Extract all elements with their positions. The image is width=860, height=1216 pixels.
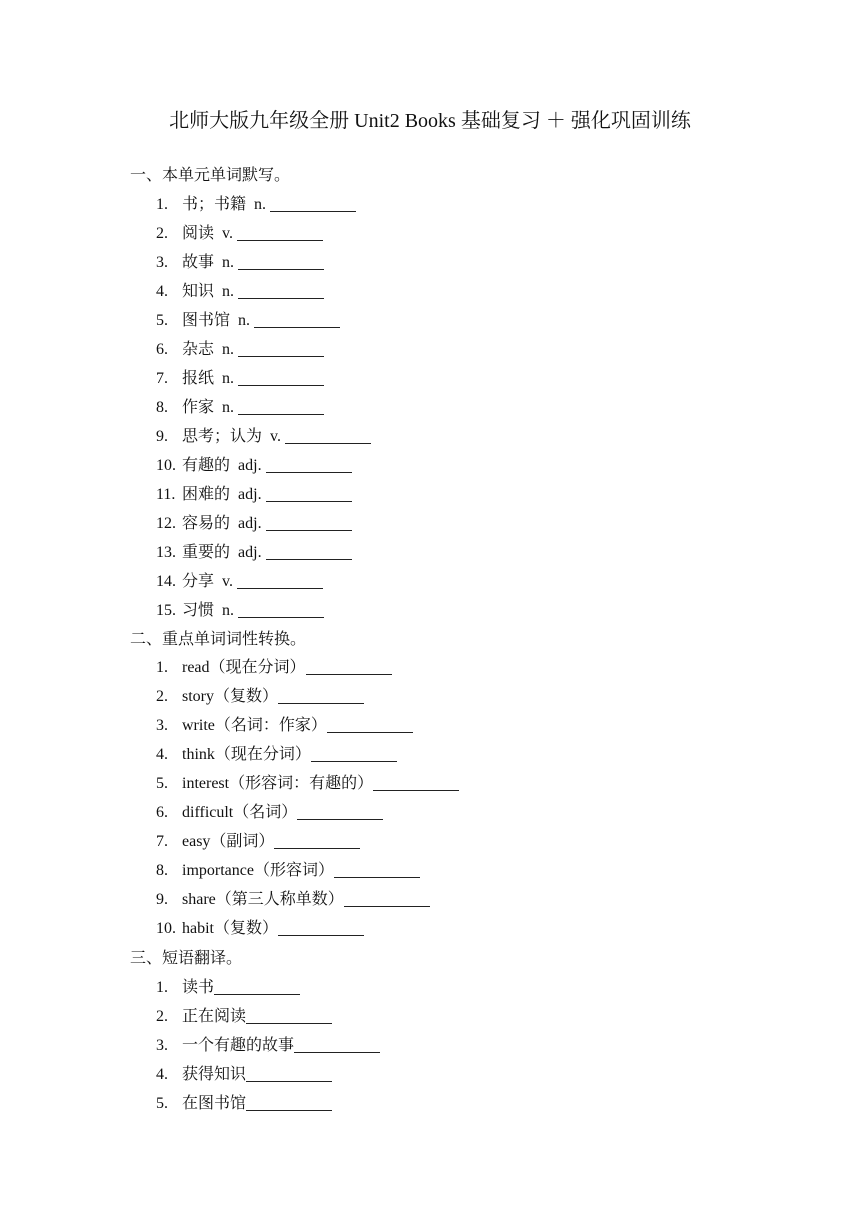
section-heading-vocabulary: 一、本单元单词默写。 [130, 165, 291, 184]
question-prompt: 图书馆 [182, 310, 231, 329]
question-item [130, 421, 750, 450]
question-number: 13. [156, 544, 176, 561]
question-number: 4. [156, 283, 168, 300]
question-item [130, 972, 750, 1001]
answer-blank[interactable] [274, 847, 360, 849]
answer-blank[interactable] [254, 326, 340, 328]
question-item [130, 479, 750, 508]
worksheet-body [130, 160, 750, 1117]
question-prompt: 思考；认为 [182, 426, 263, 445]
question-prompt: 困难的 [182, 484, 231, 503]
question-item [130, 276, 750, 305]
answer-blank[interactable] [237, 587, 323, 589]
question-number: 5. [156, 1095, 168, 1112]
question-number: 4. [156, 746, 168, 763]
answer-blank[interactable] [311, 760, 397, 762]
question-prompt: think（现在分词） [182, 746, 311, 763]
question-item [130, 711, 750, 740]
question-item [130, 1088, 750, 1117]
question-item [130, 334, 750, 363]
answer-blank[interactable] [306, 673, 392, 675]
question-number: 4. [156, 1066, 168, 1083]
question-number: 8. [156, 399, 168, 416]
question-prompt: 阅读 [182, 223, 215, 242]
answer-blank[interactable] [238, 297, 324, 299]
question-number: 7. [156, 833, 168, 850]
part-of-speech: v. [270, 428, 281, 445]
question-prompt: share（第三人称单数） [182, 891, 344, 908]
question-number: 6. [156, 804, 168, 821]
question-number: 10. [156, 457, 176, 474]
question-prompt: 杂志 [182, 339, 215, 358]
part-of-speech: n. [222, 399, 235, 416]
question-number: 5. [156, 775, 168, 792]
question-prompt: 容易的 [182, 513, 231, 532]
question-item [130, 1059, 750, 1088]
answer-blank[interactable] [238, 413, 324, 415]
question-item [130, 827, 750, 856]
question-item [130, 885, 750, 914]
question-prompt: 习惯 [182, 600, 215, 619]
question-item [130, 508, 750, 537]
question-prompt: read（现在分词） [182, 659, 306, 676]
question-item [130, 566, 750, 595]
question-number: 2. [156, 688, 168, 705]
question-prompt: 分享 [182, 571, 215, 590]
question-number: 3. [156, 1037, 168, 1054]
question-prompt: interest（形容词：有趣的） [182, 775, 374, 792]
question-number: 6. [156, 341, 168, 358]
question-prompt: importance（形容词） [182, 862, 334, 879]
part-of-speech: v. [222, 573, 233, 590]
question-prompt: write（名词：作家） [182, 717, 327, 734]
answer-blank[interactable] [246, 1022, 332, 1024]
question-prompt: 故事 [182, 252, 215, 271]
question-number: 2. [156, 1008, 168, 1025]
question-number: 2. [156, 225, 168, 242]
part-of-speech: adj. [238, 544, 262, 561]
answer-blank[interactable] [285, 442, 371, 444]
part-of-speech: n. [222, 341, 235, 358]
question-item [130, 392, 750, 421]
answer-blank[interactable] [294, 1051, 380, 1053]
question-prompt: habit（复数） [182, 920, 278, 937]
answer-blank[interactable] [266, 529, 352, 531]
answer-blank[interactable] [238, 616, 324, 618]
question-item [130, 798, 750, 827]
question-prompt: story（复数） [182, 688, 279, 705]
question-number: 3. [156, 254, 168, 271]
answer-blank[interactable] [373, 789, 459, 791]
question-number: 3. [156, 717, 168, 734]
part-of-speech: n. [222, 254, 235, 271]
question-prompt: 正在阅读 [182, 1006, 247, 1025]
answer-blank[interactable] [214, 993, 300, 995]
question-item [130, 363, 750, 392]
question-prompt: 知识 [182, 281, 215, 300]
question-number: 8. [156, 862, 168, 879]
question-prompt: 一个有趣的故事 [182, 1035, 295, 1054]
question-number: 11. [156, 486, 176, 503]
question-prompt: difficult（名词） [182, 804, 298, 821]
question-item [130, 682, 750, 711]
question-number: 14. [156, 573, 176, 590]
question-prompt: easy（副词） [182, 833, 275, 850]
question-prompt: 在图书馆 [182, 1093, 247, 1112]
question-item [130, 856, 750, 885]
question-prompt: 获得知识 [182, 1064, 247, 1083]
answer-blank[interactable] [278, 934, 364, 936]
part-of-speech: adj. [238, 457, 262, 474]
section-heading-word-forms: 二、重点单词词性转换。 [130, 629, 307, 648]
part-of-speech: adj. [238, 486, 262, 503]
part-of-speech: n. [222, 370, 235, 387]
question-prompt: 有趣的 [182, 455, 231, 474]
question-prompt: 书；书籍 [182, 194, 247, 213]
question-number: 15. [156, 602, 176, 619]
question-item [130, 450, 750, 479]
question-prompt: 报纸 [182, 368, 215, 387]
answer-blank[interactable] [278, 702, 364, 704]
answer-blank[interactable] [344, 905, 430, 907]
question-number: 7. [156, 370, 168, 387]
part-of-speech: n. [222, 602, 235, 619]
question-number: 10. [156, 920, 176, 937]
question-item [130, 305, 750, 334]
answer-blank[interactable] [270, 210, 356, 212]
question-item [130, 914, 750, 943]
section-heading-phrase-translation: 三、短语翻译。 [130, 948, 243, 967]
question-item [130, 218, 750, 247]
question-item [130, 247, 750, 276]
question-number: 9. [156, 428, 168, 445]
question-prompt: 读书 [182, 977, 215, 996]
answer-blank[interactable] [246, 1109, 332, 1111]
question-number: 9. [156, 891, 168, 908]
answer-blank[interactable] [238, 268, 324, 270]
page-title: 北师大版九年级全册 Unit2 Books 基础复习 ＋ 强化巩固训练 [169, 110, 691, 132]
part-of-speech: n. [254, 196, 267, 213]
part-of-speech: n. [222, 283, 235, 300]
answer-blank[interactable] [297, 818, 383, 820]
question-item [130, 740, 750, 769]
question-item [130, 189, 750, 218]
answer-blank[interactable] [237, 239, 323, 241]
question-item [130, 653, 750, 682]
answer-blank[interactable] [246, 1080, 332, 1082]
part-of-speech: v. [222, 225, 233, 242]
question-number: 1. [156, 979, 168, 996]
question-item [130, 1001, 750, 1030]
question-number: 5. [156, 312, 168, 329]
question-number: 1. [156, 659, 168, 676]
question-prompt: 重要的 [182, 542, 231, 561]
answer-blank[interactable] [266, 471, 352, 473]
answer-blank[interactable] [238, 384, 324, 386]
answer-blank[interactable] [238, 355, 324, 357]
question-number: 1. [156, 196, 168, 213]
question-item [130, 1030, 750, 1059]
question-item [130, 595, 750, 624]
answer-blank[interactable] [266, 500, 352, 502]
answer-blank[interactable] [327, 731, 413, 733]
question-item [130, 769, 750, 798]
answer-blank[interactable] [334, 876, 420, 878]
question-prompt: 作家 [182, 397, 215, 416]
question-number: 12. [156, 515, 176, 532]
part-of-speech: adj. [238, 515, 262, 532]
answer-blank[interactable] [266, 558, 352, 560]
part-of-speech: n. [238, 312, 251, 329]
question-item [130, 537, 750, 566]
